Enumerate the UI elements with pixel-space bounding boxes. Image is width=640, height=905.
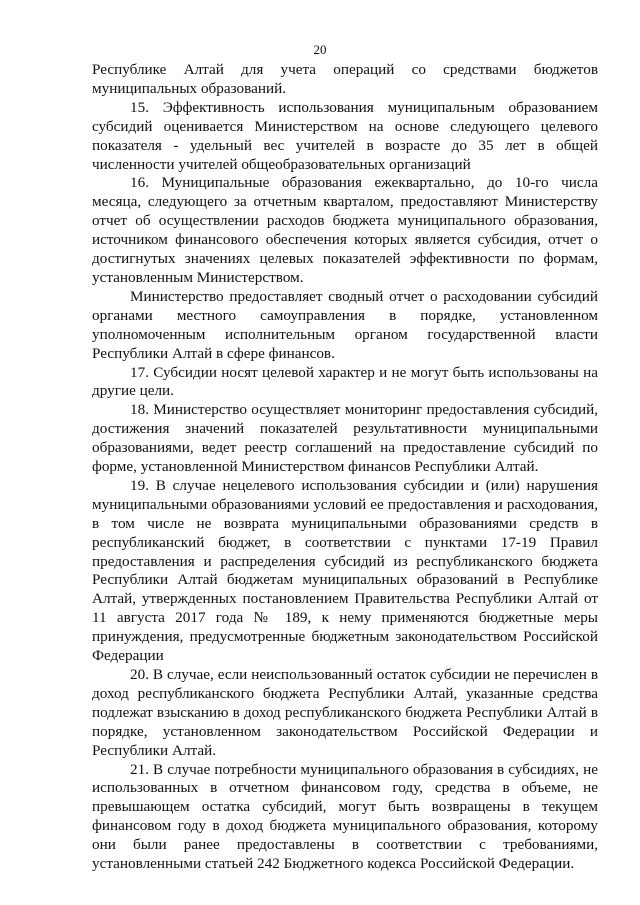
paragraph-item-19: 19. В случае нецелевого использования субсидии и (или) нарушения муниципальными образованиями условий ее предоставления и расходования, в том числе не возврата муниципальными образованиями средств в республиканский бюджет, в соответствии с пунктами 17-19 Правил предоставления и распределения субсидий из республиканского бюджета Республики Алтай бюджетам муниципальных образований в Республике Алтай, утвержденных постановлением Правительства Республики Алтай от 11 августа 2017 года № 189, к нему применяются бюджетные меры принуждения, предусмотренные бюджетным законодательством Российской Федерации <box>92 476 598 665</box>
paragraph-item-20: 20. В случае, если неиспользованный остаток субсидии не перечислен в доход республиканского бюджета Республики Алтай, указанные средства подлежат взысканию в доход республиканского бюджета Республики Алтай в порядке, установленном законодательством Российской Федерации и Республики Алтай. <box>92 666 598 759</box>
paragraph-continuation: Республике Алтай для учета операций со средствами бюджетов муниципальных образований. <box>92 61 598 97</box>
paragraph-item-17: 17. Субсидии носят целевой характер и не могут быть использованы на другие цели. <box>92 363 598 400</box>
document-body <box>92 61 598 874</box>
paragraph-item-16: 16. Муниципальные образования ежеквартально, до 10-го числа месяца, следующего за отчетным кварталом, предоставляют Министерству отчет об осуществлении расходов бюджета муниципального образования, источником финансового обеспечения которых является субсидия, отчет о достигнутых значениях целевых показателей эффективности по формам, установленным Министерством. <box>92 174 598 286</box>
paragraph-item-15: 15. Эффективность использования муниципальным образованием субсидий оценивается Министерством на основе следующего целевого показателя - удельный вес учителей в возрасте до 35 лет в общей численности учителей общеобразовательных организаций <box>92 98 598 173</box>
paragraph-summary-report: Министерство предоставляет сводный отчет о расходовании субсидий органами местного самоуправления в порядке, установленном уполномоченным исполнительным органом государственной власти Республики Алтай в сфере финансов. <box>92 287 598 362</box>
paragraph-item-21: 21. В случае потребности муниципального образования в субсидиях, не использованных в отчетном финансовом году, средства в объеме, не превышающем остатка субсидий, могут быть возвращены в текущем финансовом году в доход бюджета муниципального образования, которому они были ранее предоставлены в соответствии с требованиями, установленными статьей 242 Бюджетного кодекса Российской Федерации. <box>92 760 598 873</box>
paragraph-item-18: 18. Министерство осуществляет мониторинг предоставления субсидий, достижения значений показателей результативности муниципальными образованиями, ведет реестр соглашений на предоставление субсидий по форме, установленной Министерством финансов Республики Алтай. <box>92 401 598 476</box>
page-number: 20 <box>313 42 327 57</box>
